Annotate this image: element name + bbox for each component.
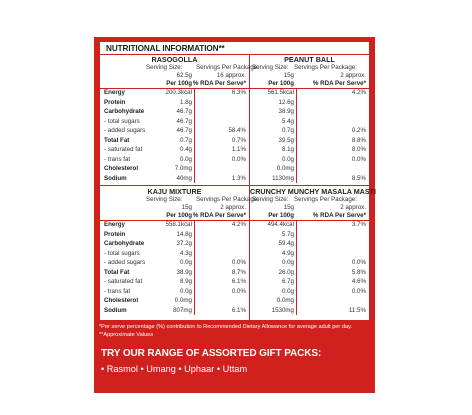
value-protein: 1.8g <box>179 98 192 106</box>
rda-energy: 3.7% <box>351 221 366 228</box>
product-block-kaju-mixture <box>100 186 259 320</box>
row-label-sodium: Sodium <box>104 174 127 182</box>
row-label-total-sugars: - total sugars <box>104 117 140 125</box>
rda-added-sugars: 58.4% <box>228 127 246 134</box>
row-label-carbohydrate: Carbohydrate <box>104 108 145 115</box>
serving-size-label: Serving Size: <box>146 64 183 71</box>
value-total-sugars: 46.7g <box>176 117 192 125</box>
row-label-energy: Energy <box>104 89 125 96</box>
rda-header: % RDA Per Serve* <box>192 80 246 87</box>
value-energy: 561.5kcal <box>267 89 294 96</box>
value-cholesterol: 7.0mg <box>174 165 192 172</box>
servings-per-package-value: 2 approx. <box>220 204 246 211</box>
rda-sodium: 8.5% <box>351 174 366 182</box>
promo-title: TRY OUR RANGE OF ASSORTED GIFT PACKS: <box>101 348 322 359</box>
product-name: PEANUT BALL <box>284 55 335 64</box>
serving-size-label: Serving Size: <box>252 64 289 71</box>
value-protein: 12.6g <box>278 98 294 106</box>
row-label-protein: Protein <box>104 230 126 238</box>
servings-per-package-label: Servings Per Package: <box>294 196 357 203</box>
value-sodium: 1530mg <box>271 306 294 314</box>
product-name: CRUNCHY MUNCHY MASALA MASTI <box>250 187 377 196</box>
row-label-trans-fat: - trans fat <box>104 155 131 163</box>
product-name: RASOGOLLA <box>151 55 198 64</box>
value-sodium: 1130mg <box>272 174 294 182</box>
rda-sodium: 11.5% <box>348 306 366 314</box>
servings-per-package-label: Servings Per Package: <box>196 196 259 203</box>
row-label-added-sugars: - added sugars <box>104 259 146 266</box>
value-sodium: 40mg <box>176 174 192 182</box>
per-100g-header: Per 100g <box>268 212 294 219</box>
serving-size-label: Serving Size: <box>252 196 289 203</box>
row-label-saturated-fat: - saturated fat <box>104 146 143 153</box>
rda-header: % RDA Per Serve* <box>312 212 366 219</box>
rda-sodium: 6.1% <box>231 306 246 314</box>
rda-added-sugars: 0.0% <box>351 259 366 266</box>
value-total-fat: 38.9g <box>176 268 192 276</box>
per-100g-header: Per 100g <box>166 212 192 219</box>
product-block-peanut-ball <box>250 54 369 185</box>
value-added-sugars: 0.0g <box>281 259 294 266</box>
value-carbohydrate: 38.9g <box>278 108 294 115</box>
value-divider <box>194 220 195 315</box>
serving-size-label: Serving Size: <box>146 196 183 203</box>
rda-footnote: *Per serve percentage (%) contribution to Recommended Dietary Allowance for average adult per day. <box>99 324 352 330</box>
serving-size-value: 15g <box>283 72 294 79</box>
row-label-cholesterol: Cholesterol <box>104 165 139 172</box>
row-label-energy: Energy <box>104 221 125 228</box>
per-100g-header: Per 100g <box>166 80 192 87</box>
rda-trans-fat: 0.0% <box>351 155 366 163</box>
nutrition-table <box>99 41 377 321</box>
value-energy: 558.1kcal <box>165 221 192 228</box>
rda-energy: 4.2% <box>231 221 246 228</box>
value-protein: 14.8g <box>176 230 192 238</box>
servings-per-package-value: 2 approx. <box>340 72 366 79</box>
rda-sodium: 1.3% <box>231 174 246 182</box>
value-saturated-fat: 8.9g <box>179 278 192 285</box>
row-label-protein: Protein <box>104 98 126 106</box>
value-divider <box>296 220 297 315</box>
value-saturated-fat: 0.4g <box>179 146 192 153</box>
product-block-crunchy-munchy <box>250 186 377 320</box>
rda-added-sugars: 0.2% <box>351 127 366 134</box>
nutrition-panel <box>94 37 375 393</box>
value-trans-fat: 0.0g <box>281 155 294 163</box>
rda-added-sugars: 0.0% <box>231 259 246 266</box>
table-heading: NUTRITIONAL INFORMATION** <box>106 44 225 53</box>
row-label-total-fat: Total Fat <box>104 268 130 276</box>
value-trans-fat: 0.0g <box>179 287 192 295</box>
rda-total-fat: 0.7% <box>231 136 246 144</box>
value-added-sugars: 0.0g <box>179 259 192 266</box>
row-label-saturated-fat: - saturated fat <box>104 278 143 285</box>
rda-trans-fat: 0.0% <box>231 155 246 163</box>
value-divider <box>194 88 195 183</box>
row-label-cholesterol: Cholesterol <box>104 297 139 304</box>
rda-saturated-fat: 8.0% <box>351 146 366 153</box>
rda-total-fat: 8.7% <box>231 268 246 276</box>
row-label-trans-fat: - trans fat <box>104 287 131 295</box>
row-label-carbohydrate: Carbohydrate <box>104 240 145 247</box>
value-total-sugars: 5.4g <box>281 117 294 125</box>
value-total-sugars: 4.9g <box>281 249 294 257</box>
servings-per-package-label: Servings Per Package: <box>196 64 259 71</box>
value-added-sugars: 0.7g <box>281 127 294 134</box>
promo-brands: • Rasmol • Umang • Uphaar • Uttam <box>101 364 248 374</box>
approx-footnote: **Approximate Values <box>99 332 153 338</box>
value-trans-fat: 0.0g <box>281 287 294 295</box>
serving-size-value: 15g <box>181 204 192 211</box>
rda-header: % RDA Per Serve* <box>312 80 366 87</box>
value-total-fat: 39.5g <box>278 136 294 144</box>
value-energy: 200.3kcal <box>165 89 192 96</box>
value-cholesterol: 0.0mg <box>174 297 192 304</box>
value-energy: 494.4kcal <box>267 221 294 228</box>
value-divider <box>296 88 297 183</box>
rda-saturated-fat: 4.6% <box>351 278 366 285</box>
rda-header: % RDA Per Serve* <box>192 212 246 219</box>
per-100g-header: Per 100g <box>268 80 294 87</box>
serving-size-value: 15g <box>283 204 294 211</box>
value-added-sugars: 46.7g <box>176 127 192 134</box>
servings-per-package-label: Servings Per Package: <box>294 64 357 71</box>
value-saturated-fat: 8.1g <box>281 146 294 153</box>
rda-saturated-fat: 1.1% <box>231 146 246 153</box>
rda-trans-fat: 0.0% <box>351 287 366 295</box>
rda-total-fat: 5.8% <box>351 268 366 276</box>
value-trans-fat: 0.0g <box>179 155 192 163</box>
value-saturated-fat: 6.7g <box>281 278 294 285</box>
value-total-fat: 26.0g <box>278 268 294 276</box>
rda-trans-fat: 0.0% <box>231 287 246 295</box>
rda-energy: 4.2% <box>351 89 366 96</box>
value-cholesterol: 0.0mg <box>276 165 294 172</box>
row-label-total-fat: Total Fat <box>104 136 130 144</box>
value-protein: 5.7g <box>281 230 294 238</box>
row-label-added-sugars: - added sugars <box>104 127 146 134</box>
servings-per-package-value: 2 approx. <box>340 204 366 211</box>
value-cholesterol: 0.0mg <box>276 297 294 304</box>
value-total-sugars: 4.3g <box>179 249 192 257</box>
product-block-rasogolla <box>100 54 259 185</box>
value-carbohydrate: 46.7g <box>176 108 192 115</box>
value-sodium: 807mg <box>173 306 192 314</box>
value-carbohydrate: 37.2g <box>176 240 192 247</box>
row-label-sodium: Sodium <box>104 306 127 314</box>
serving-size-value: 62.5g <box>176 72 192 79</box>
rda-saturated-fat: 6.1% <box>231 278 246 285</box>
servings-per-package-value: 16 approx. <box>216 72 246 79</box>
rda-energy: 6.3% <box>231 89 246 96</box>
row-label-total-sugars: - total sugars <box>104 249 140 257</box>
value-carbohydrate: 59.4g <box>278 240 294 247</box>
product-name: KAJU MIXTURE <box>147 187 202 196</box>
rda-total-fat: 8.8% <box>351 136 366 144</box>
value-total-fat: 0.7g <box>179 136 192 144</box>
